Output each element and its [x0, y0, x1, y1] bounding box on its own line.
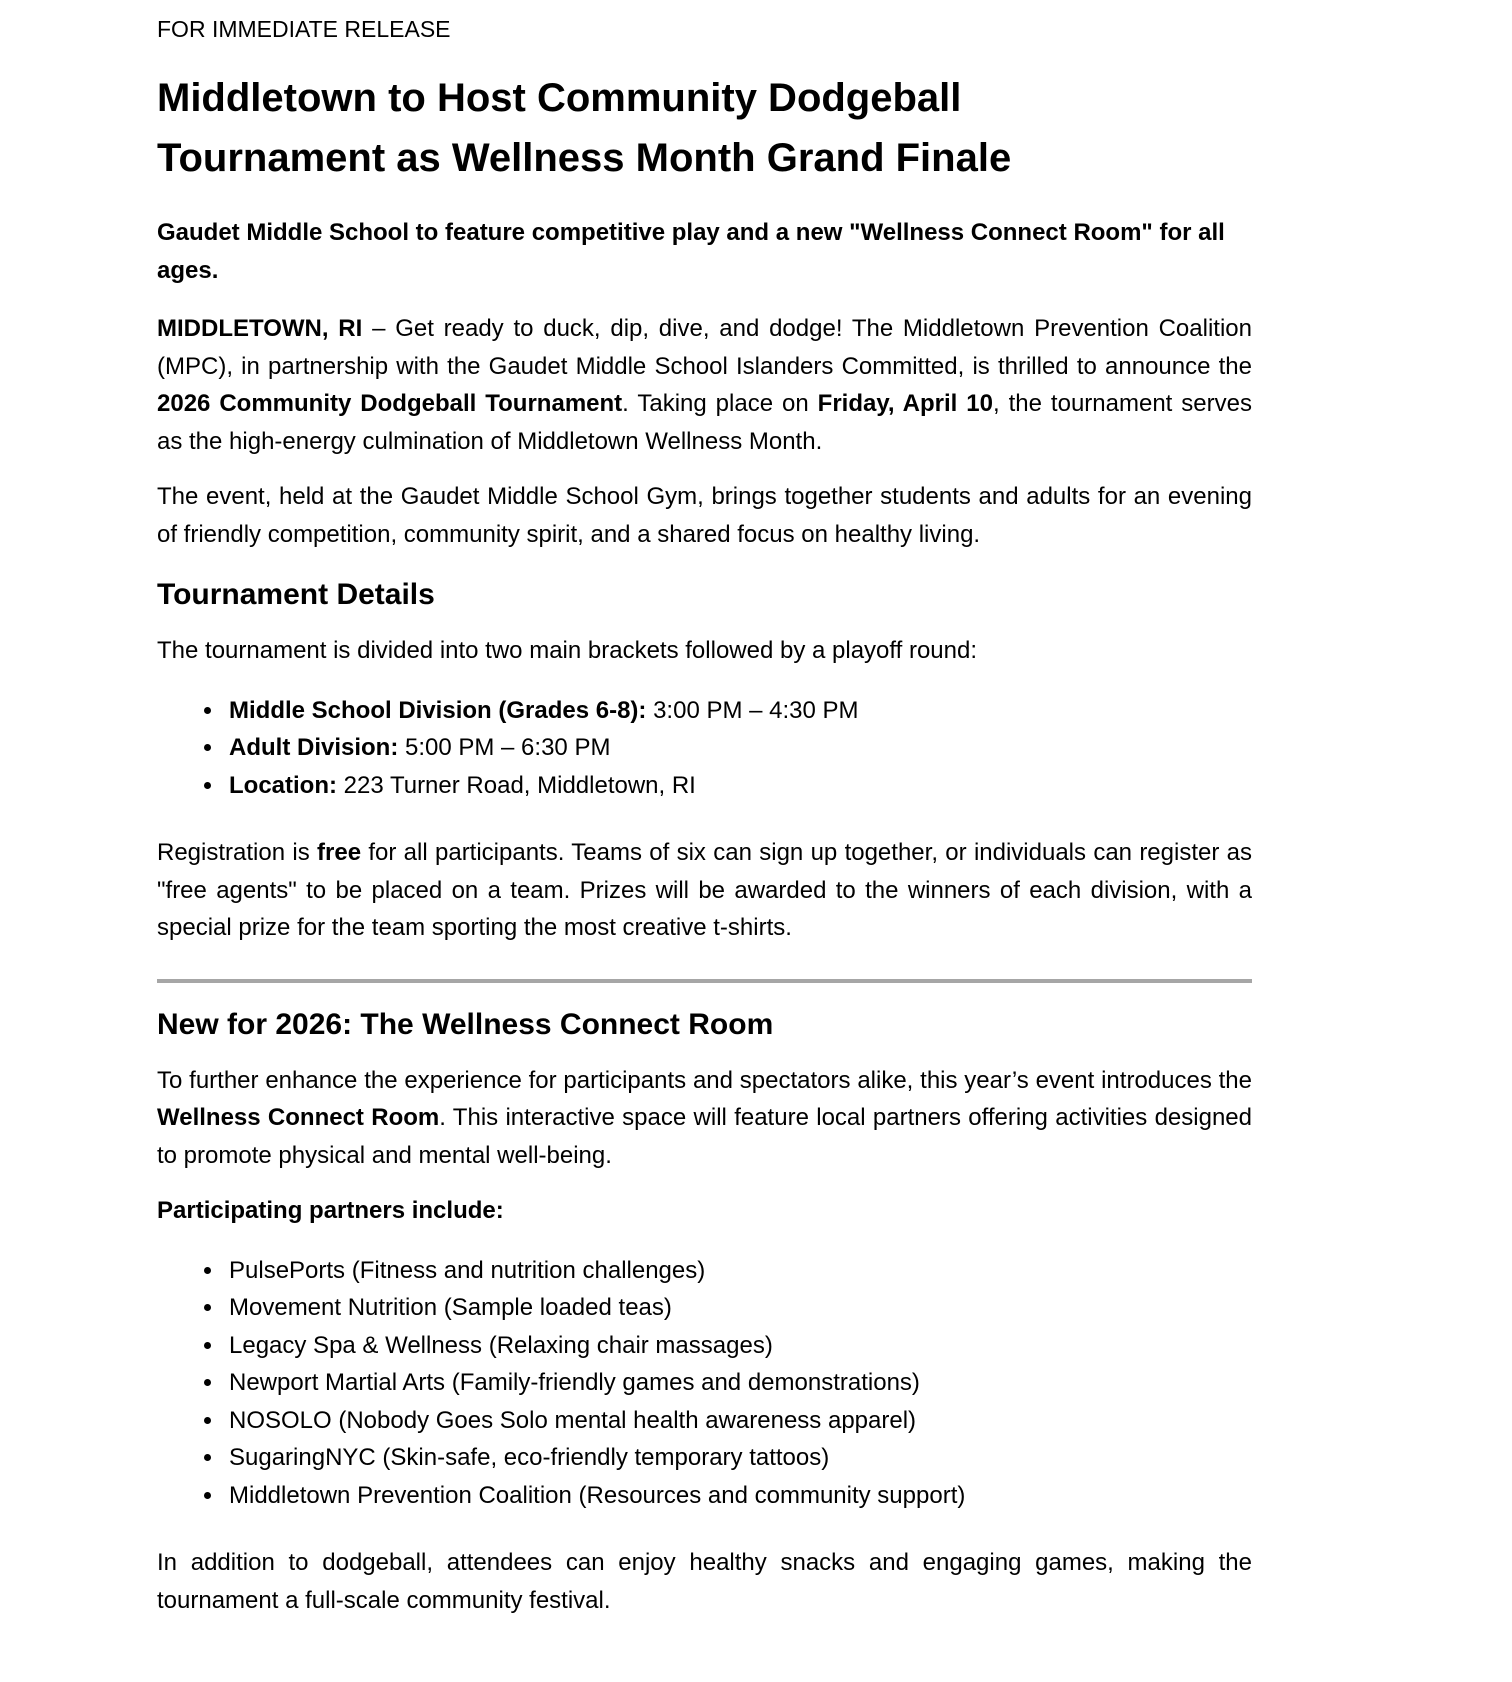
bullet-text: 3:00 PM – 4:30 PM	[646, 696, 859, 724]
event-paragraph: The event, held at the Gaudet Middle School Gym, brings together students and adults for an evening of friendly competition, community spirit, and a shared focus on healthy living.	[157, 483, 1252, 548]
list-item-sugaringnyc: • SugaringNYC (Skin-safe, eco-friendly temporary tattoos)	[225, 1439, 1252, 1477]
wellness-room-name: Wellness Connect Room	[157, 1104, 440, 1131]
release-kicker: FOR IMMEDIATE RELEASE	[157, 16, 451, 42]
registration-paragraph	[157, 834, 1252, 947]
wellness-text-2: . This interactive space will feature local partners offering activities designed to promote physical and mental well-being.	[157, 1104, 1252, 1169]
event-name: 2026 Community Dodgeball Tournament	[157, 390, 623, 417]
bullet-text: 223 Turner Road, Middletown, RI	[337, 771, 696, 799]
event-date: Friday, April 10	[817, 390, 993, 417]
section-heading-tournament-details: Tournament Details	[157, 578, 435, 611]
dateline: MIDDLETOWN, RI	[157, 315, 363, 342]
bullet-text: 5:00 PM – 6:30 PM	[398, 734, 611, 761]
title-line-2: Tournament as Wellness Month Grand Finale	[157, 136, 1012, 180]
registration-text-2: for all participants. Teams of six can sign up together, or individuals can register as "free agents" to be placed on a team. Prizes will be awarded to the winners of each division, with a special prize for the team sporting the most creative t-shirts.	[157, 839, 1252, 941]
list-item-adult-division	[225, 729, 1252, 767]
closing-paragraph: In addition to dodgeball, attendees can enjoy healthy snacks and engaging games, making the tournament a full-scale community festival.	[157, 1549, 1252, 1614]
lead-text-3: , the tournament serves as the high-energy culmination of Middletown Wellness Month.	[157, 390, 1252, 455]
list-item-middle-school-division	[225, 692, 1252, 730]
list-item-pulseports: • PulsePorts (Fitness and nutrition challenges)	[225, 1252, 1252, 1290]
details-intro-paragraph: The tournament is divided into two main brackets followed by a playoff round:	[157, 637, 978, 664]
wellness-text-1: To further enhance the experience for participants and spectators alike, this year’s event introduces the	[157, 1066, 1252, 1094]
page-title	[157, 68, 1252, 188]
list-item-legacy-spa-wellness: • Legacy Spa & Wellness (Relaxing chair massages)	[225, 1327, 1252, 1365]
partners-list	[157, 1252, 1252, 1515]
list-item-newport-martial-arts: • Newport Martial Arts (Family-friendly games and demonstrations)	[225, 1364, 1252, 1402]
section-heading-wellness-connect-room: New for 2026: The Wellness Connect Room	[157, 1007, 774, 1041]
section-divider	[157, 979, 1252, 983]
subtitle: Gaudet Middle School to feature competitive play and a new "Wellness Connect Room" for all ages.	[157, 219, 1225, 284]
lead-paragraph	[157, 310, 1252, 460]
bullet-label: Adult Division:	[229, 734, 399, 761]
wellness-intro-paragraph	[157, 1062, 1252, 1175]
bullet-label: Location:	[229, 771, 337, 799]
bullet-label: Middle School Division (Grades 6-8):	[229, 696, 647, 724]
list-item-location	[225, 767, 1252, 805]
list-item-middletown-prevention-coalition: • Middletown Prevention Coalition (Resources and community support)	[225, 1477, 1252, 1515]
list-item-nosolo: • NOSOLO (Nobody Goes Solo mental health awareness apparel)	[225, 1402, 1252, 1440]
title-line-1: Middletown to Host Community Dodgeball	[157, 76, 962, 120]
lead-text-1: – Get ready to duck, dip, dive, and dodge! The Middletown Prevention Coalition (MPC), in partnership with the Gaudet Middle School Islanders Committed, is thrilled to announce the	[157, 315, 1252, 380]
registration-free: free	[317, 839, 362, 866]
list-item-movement-nutrition: • Movement Nutrition (Sample loaded teas)	[225, 1289, 1252, 1327]
partners-label: Participating partners include:	[157, 1197, 504, 1224]
tournament-details-list	[157, 692, 1252, 805]
registration-text-1: Registration is	[157, 839, 318, 866]
lead-text-2: . Taking place on	[622, 390, 818, 417]
